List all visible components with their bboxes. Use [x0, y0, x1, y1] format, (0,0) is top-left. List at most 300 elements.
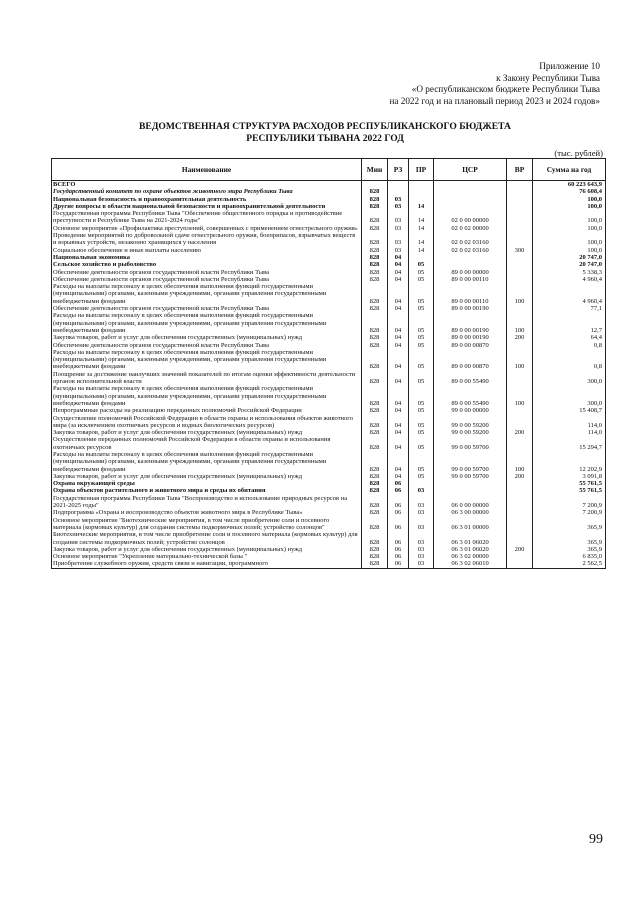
cell-min: 828: [362, 495, 388, 510]
cell-vr: [507, 487, 533, 494]
expenditure-table-container: [51, 158, 605, 569]
cell-csr: 06 3 01 06020: [434, 546, 507, 553]
table-row: [52, 371, 606, 386]
cell-sum: 2 562,5: [533, 560, 606, 568]
cell-vr: [507, 509, 533, 516]
cell-vr: [507, 531, 533, 546]
cell-min: 828: [362, 312, 388, 334]
cell-csr: 06 0 00 00000: [434, 495, 507, 510]
cell-pr: 05: [409, 269, 434, 276]
cell-name: Национальная безопасность и правоохранительная деятельность: [52, 196, 362, 203]
cell-rz: 04: [388, 385, 409, 407]
cell-pr: 05: [409, 371, 434, 386]
cell-vr: [507, 203, 533, 210]
cell-pr: 05: [409, 305, 434, 312]
cell-csr: 89 0 00 00190: [434, 334, 507, 341]
cell-name: Основное мероприятие "Биотехнические мероприятия, в том числе приобретение соли и посевного материала (кормовых культур) для создания системы подкормочных полей; устройство солонцов": [52, 517, 362, 532]
cell-rz: 04: [388, 312, 409, 334]
cell-pr: 03: [409, 553, 434, 560]
cell-sum: 12,7: [533, 312, 606, 334]
cell-name: Расходы на выплаты персоналу в целях обеспечения выполнения функций государственными (муниципальными) органами, казенными учреждениями, органами управления государственными внебюджетными фондами: [52, 312, 362, 334]
cell-csr: [434, 480, 507, 487]
cell-name: Непрограммные расходы на реализацию переданных полномочий Российской Федерации: [52, 407, 362, 414]
cell-rz: 04: [388, 269, 409, 276]
cell-csr: 02 0 00 00000: [434, 210, 507, 225]
cell-name: Расходы на выплаты персоналу в целях обеспечения выполнения функций государственными (муниципальными) органами, казенными учреждениями, органами управления государственными внебюджетными фондами: [52, 385, 362, 407]
cell-sum: 0,8: [533, 349, 606, 371]
table-row: [52, 334, 606, 341]
cell-rz: 04: [388, 276, 409, 283]
page-number: 99: [589, 832, 603, 847]
table-row: [52, 181, 606, 189]
cell-name: Государственная программа Республики Тыва "Воспроизводство и использование природных ресурсов на 2021-2025 годы": [52, 495, 362, 510]
cell-sum: 64,4: [533, 334, 606, 341]
cell-pr: 03: [409, 560, 434, 568]
cell-csr: [434, 254, 507, 261]
table-row: [52, 225, 606, 232]
cell-pr: 05: [409, 349, 434, 371]
cell-sum: 0,8: [533, 342, 606, 349]
cell-name: Осуществление полномочий Российской Федерации в области охраны и использования объектов животного мира (за исключением охотничьих ресурсов и водных биологических ресурсов): [52, 415, 362, 430]
cell-pr: 05: [409, 385, 434, 407]
cell-min: 828: [362, 188, 388, 195]
table-row: [52, 509, 606, 516]
table-row: [52, 312, 606, 334]
cell-rz: 04: [388, 283, 409, 305]
cell-vr: [507, 269, 533, 276]
cell-sum: 15 408,7: [533, 407, 606, 414]
cell-sum: 7 200,9: [533, 509, 606, 516]
cell-min: 828: [362, 349, 388, 371]
cell-name: Закупка товаров, работ и услуг для обеспечения государственных (муниципальных) нужд: [52, 473, 362, 480]
cell-name: Расходы на выплаты персоналу в целях обеспечения выполнения функций государственными (муниципальными) органами, казенными учреждениями, органами управления государственными внебюджетными фондами: [52, 451, 362, 473]
cell-min: 828: [362, 509, 388, 516]
cell-pr: 05: [409, 276, 434, 283]
cell-pr: 05: [409, 407, 434, 414]
cell-pr: 05: [409, 334, 434, 341]
cell-pr: [409, 188, 434, 195]
table-row: [52, 232, 606, 247]
cell-name: Государственная программа Республики Тыва "Обеспечение общественного порядка и противодействие преступности в Республике Тыва на 2021-2024 годы": [52, 210, 362, 225]
cell-min: 828: [362, 560, 388, 568]
cell-pr: 05: [409, 261, 434, 268]
cell-rz: 06: [388, 560, 409, 568]
cell-min: 828: [362, 305, 388, 312]
cell-sum: 76 608,4: [533, 188, 606, 195]
cell-csr: [434, 203, 507, 210]
table-row: [52, 203, 606, 210]
cell-min: 828: [362, 546, 388, 553]
cell-csr: 89 0 00 00110: [434, 276, 507, 283]
document-title: [40, 121, 610, 144]
cell-sum: 4 960,4: [533, 276, 606, 283]
table-row: [52, 349, 606, 371]
cell-min: 828: [362, 261, 388, 268]
table-row: [52, 247, 606, 254]
cell-sum: 100,0: [533, 203, 606, 210]
table-row: [52, 342, 606, 349]
cell-csr: [434, 261, 507, 268]
title-line: ВЕДОМСТВЕННАЯ СТРУКТУРА РАСХОДОВ РЕСПУБЛИКАНСКОГО БЮДЖЕТА: [139, 121, 511, 132]
cell-vr: 100: [507, 349, 533, 371]
cell-pr: 03: [409, 517, 434, 532]
cell-name: Основное мероприятие "Укрепление материально-технической базы ": [52, 553, 362, 560]
cell-min: 828: [362, 407, 388, 414]
cell-vr: [507, 371, 533, 386]
cell-sum: 20 747,0: [533, 254, 606, 261]
cell-vr: 200: [507, 334, 533, 341]
cell-rz: [388, 181, 409, 189]
cell-rz: 03: [388, 210, 409, 225]
cell-rz: 06: [388, 487, 409, 494]
cell-min: 828: [362, 517, 388, 532]
cell-min: 828: [362, 283, 388, 305]
cell-pr: 14: [409, 232, 434, 247]
cell-vr: 100: [507, 312, 533, 334]
cell-csr: 89 0 00 55490: [434, 385, 507, 407]
cell-name: Подпрограмма «Охрана и воспроизводство объектов животного мира в Республике Тыва»: [52, 509, 362, 516]
cell-min: 828: [362, 232, 388, 247]
cell-name: Национальная экономика: [52, 254, 362, 261]
cell-sum: 114,0: [533, 415, 606, 430]
cell-vr: [507, 261, 533, 268]
cell-min: 828: [362, 342, 388, 349]
table-row: [52, 560, 606, 568]
cell-pr: 03: [409, 495, 434, 510]
header-min: Мин: [362, 159, 388, 181]
cell-min: 828: [362, 415, 388, 430]
table-row: [52, 480, 606, 487]
cell-vr: [507, 276, 533, 283]
cell-rz: 06: [388, 509, 409, 516]
appendix-line: к Закону Республики Тыва: [496, 72, 600, 83]
cell-sum: 100,0: [533, 225, 606, 232]
cell-min: 828: [362, 371, 388, 386]
header-csr: ЦСР: [434, 159, 507, 181]
cell-csr: 99 0 00 59200: [434, 415, 507, 430]
cell-sum: 55 761,5: [533, 480, 606, 487]
cell-csr: [434, 196, 507, 203]
cell-rz: 06: [388, 517, 409, 532]
appendix-block: [270, 61, 600, 107]
cell-rz: 04: [388, 415, 409, 430]
expenditure-table: [51, 158, 606, 569]
cell-rz: 04: [388, 436, 409, 451]
cell-min: 828: [362, 247, 388, 254]
cell-sum: 300,0: [533, 385, 606, 407]
cell-rz: [388, 188, 409, 195]
cell-csr: 99 0 00 59200: [434, 429, 507, 436]
cell-rz: 06: [388, 495, 409, 510]
table-row: [52, 385, 606, 407]
cell-vr: 100: [507, 283, 533, 305]
cell-min: 828: [362, 480, 388, 487]
cell-vr: 300: [507, 247, 533, 254]
table-row: [52, 495, 606, 510]
cell-name: Расходы на выплаты персоналу в целях обеспечения выполнения функций государственными (муниципальными) органами, казенными учреждениями, органами управления государственными внебюджетными фондами: [52, 349, 362, 371]
cell-csr: 89 0 00 00110: [434, 283, 507, 305]
cell-min: 828: [362, 385, 388, 407]
cell-min: [362, 181, 388, 189]
cell-csr: 89 0 00 55490: [434, 371, 507, 386]
cell-min: 828: [362, 269, 388, 276]
cell-min: 828: [362, 531, 388, 546]
cell-name: Биотехнические мероприятия, в том числе приобретение соли и посевного материала (кормовых культур) для создания системы подкормочных полей; устройство солонцов: [52, 531, 362, 546]
cell-vr: [507, 436, 533, 451]
cell-min: 828: [362, 196, 388, 203]
cell-name: Обеспечение деятельности органов государственной власти Республики Тыва: [52, 305, 362, 312]
cell-rz: 06: [388, 553, 409, 560]
cell-pr: 03: [409, 546, 434, 553]
cell-rz: 04: [388, 407, 409, 414]
cell-pr: 03: [409, 531, 434, 546]
cell-rz: 04: [388, 261, 409, 268]
table-row: [52, 451, 606, 473]
cell-min: 828: [362, 473, 388, 480]
cell-csr: 06 3 01 00000: [434, 517, 507, 532]
cell-vr: [507, 210, 533, 225]
table-row: [52, 261, 606, 268]
cell-sum: 55 761,5: [533, 487, 606, 494]
cell-pr: 03: [409, 509, 434, 516]
table-body: [52, 181, 606, 569]
cell-pr: 05: [409, 473, 434, 480]
cell-rz: 03: [388, 225, 409, 232]
cell-rz: 04: [388, 305, 409, 312]
cell-sum: 6 835,0: [533, 553, 606, 560]
cell-rz: 03: [388, 232, 409, 247]
table-row: [52, 553, 606, 560]
cell-sum: 100,0: [533, 196, 606, 203]
cell-pr: 05: [409, 342, 434, 349]
cell-vr: [507, 480, 533, 487]
cell-name: Поощрение за достижение наилучших значений показателей по итогам оценки эффективности деятельности органов исполнительной власти: [52, 371, 362, 386]
cell-name: Другие вопросы в области национальной безопасности и правоохранительной деятельности: [52, 203, 362, 210]
cell-sum: 20 747,0: [533, 261, 606, 268]
cell-min: 828: [362, 203, 388, 210]
cell-csr: [434, 487, 507, 494]
table-row: [52, 429, 606, 436]
header-name: Наименование: [52, 159, 362, 181]
cell-vr: [507, 181, 533, 189]
cell-csr: 06 3 02 00000: [434, 553, 507, 560]
cell-name: Охрана объектов растительного и животного мира и среды их обитания: [52, 487, 362, 494]
cell-vr: [507, 196, 533, 203]
table-row: [52, 407, 606, 414]
cell-rz: 06: [388, 546, 409, 553]
cell-pr: 14: [409, 225, 434, 232]
table-row: [52, 283, 606, 305]
cell-sum: 77,1: [533, 305, 606, 312]
cell-min: 828: [362, 451, 388, 473]
cell-vr: 200: [507, 546, 533, 553]
cell-vr: [507, 305, 533, 312]
cell-csr: 06 3 02 06010: [434, 560, 507, 568]
cell-rz: 04: [388, 334, 409, 341]
cell-csr: 99 0 00 59700: [434, 473, 507, 480]
appendix-line: Приложение 10: [539, 61, 600, 71]
cell-vr: 100: [507, 451, 533, 473]
cell-csr: 06 3 00 00000: [434, 509, 507, 516]
cell-sum: 114,0: [533, 429, 606, 436]
table-row: [52, 546, 606, 553]
cell-rz: 03: [388, 196, 409, 203]
table-header-row: [52, 159, 606, 181]
cell-csr: [434, 188, 507, 195]
cell-name: Охрана окружающей среды: [52, 480, 362, 487]
cell-sum: 365,9: [533, 531, 606, 546]
title-line: РЕСПУБЛИКИ ТЫВАНА 2022 ГОД: [246, 132, 404, 144]
table-row: [52, 436, 606, 451]
cell-min: 828: [362, 487, 388, 494]
cell-rz: 04: [388, 473, 409, 480]
header-pr: ПР: [409, 159, 434, 181]
unit-label: (тыс. рублей): [554, 148, 603, 158]
cell-vr: [507, 342, 533, 349]
header-vr: ВР: [507, 159, 533, 181]
cell-sum: 100,0: [533, 232, 606, 247]
cell-vr: 200: [507, 429, 533, 436]
cell-pr: [409, 196, 434, 203]
cell-name: Основное мероприятие «Профилактика преступлений, совершенных с применением огнестрельного оружия»: [52, 225, 362, 232]
cell-name: Расходы на выплаты персоналу в целях обеспечения выполнения функций государственными (муниципальными) органами, казенными учреждениями, органами управления государственными внебюджетными фондами: [52, 283, 362, 305]
cell-sum: 60 223 643,9: [533, 181, 606, 189]
cell-name: Сельское хозяйство и рыболовство: [52, 261, 362, 268]
cell-name: Государственный комитет по охране объектов животного мира Республики Тыва: [52, 188, 362, 195]
table-row: [52, 517, 606, 532]
table-row: [52, 305, 606, 312]
cell-pr: 05: [409, 451, 434, 473]
cell-rz: 06: [388, 480, 409, 487]
cell-name: Осуществление переданных полномочий Российской Федерации в области охраны и использования охотничьих ресурсов: [52, 436, 362, 451]
cell-sum: 300,0: [533, 371, 606, 386]
cell-sum: 100,0: [533, 210, 606, 225]
cell-sum: 7 200,9: [533, 495, 606, 510]
cell-csr: [434, 181, 507, 189]
cell-pr: [409, 254, 434, 261]
cell-min: 828: [362, 429, 388, 436]
cell-vr: [507, 553, 533, 560]
cell-rz: 06: [388, 531, 409, 546]
appendix-line: «О республиканском бюджете Республики Тыва: [411, 84, 600, 95]
cell-vr: [507, 407, 533, 414]
cell-pr: 03: [409, 487, 434, 494]
cell-name: Обеспечение деятельности органов государственной власти Республики Тыва: [52, 342, 362, 349]
cell-vr: 200: [507, 473, 533, 480]
cell-csr: 89 0 00 00870: [434, 342, 507, 349]
cell-vr: [507, 517, 533, 532]
cell-sum: 100,0: [533, 247, 606, 254]
cell-min: 828: [362, 225, 388, 232]
cell-csr: 02 0 02 03160: [434, 247, 507, 254]
cell-rz: 04: [388, 429, 409, 436]
cell-rz: 04: [388, 349, 409, 371]
cell-min: 828: [362, 436, 388, 451]
cell-pr: [409, 181, 434, 189]
cell-csr: 06 3 01 06020: [434, 531, 507, 546]
cell-vr: [507, 254, 533, 261]
cell-sum: 3 091,8: [533, 473, 606, 480]
cell-pr: 05: [409, 415, 434, 430]
cell-rz: 03: [388, 247, 409, 254]
cell-name: Проведение мероприятий по добровольной сдаче огнестрельного оружия, боеприпасов, взрывчатых веществ и взрывных устройств, незаконно хранящихся у населения: [52, 232, 362, 247]
cell-name: Закупка товаров, работ и услуг для обеспечения государственных (муниципальных) нужд: [52, 546, 362, 553]
cell-csr: 02 0 02 03160: [434, 232, 507, 247]
cell-csr: 99 0 00 59700: [434, 451, 507, 473]
cell-pr: 14: [409, 210, 434, 225]
cell-vr: [507, 495, 533, 510]
cell-pr: 05: [409, 283, 434, 305]
table-row: [52, 269, 606, 276]
cell-name: Обеспечение деятельности органов государственной власти Республики Тыва: [52, 276, 362, 283]
cell-name: Закупка товаров, работ и услуг для обеспечения государственных (муниципальных) нужд: [52, 334, 362, 341]
table-row: [52, 473, 606, 480]
cell-name: Закупка товаров, работ и услуг для обеспечения государственных (муниципальных) нужд: [52, 429, 362, 436]
cell-rz: 04: [388, 451, 409, 473]
cell-min: 828: [362, 276, 388, 283]
cell-sum: 5 338,3: [533, 269, 606, 276]
cell-sum: 15 294,7: [533, 436, 606, 451]
cell-vr: [507, 225, 533, 232]
cell-name: ВСЕГО: [52, 181, 362, 189]
table-row: [52, 254, 606, 261]
cell-rz: 03: [388, 203, 409, 210]
cell-name: Социальное обеспечение и иные выплаты населению: [52, 247, 362, 254]
table-row: [52, 531, 606, 546]
cell-rz: 04: [388, 342, 409, 349]
cell-csr: 99 0 00 00000: [434, 407, 507, 414]
cell-pr: 05: [409, 429, 434, 436]
cell-csr: 89 0 00 00000: [434, 269, 507, 276]
cell-min: 828: [362, 334, 388, 341]
cell-min: 828: [362, 254, 388, 261]
cell-vr: [507, 188, 533, 195]
cell-csr: 99 0 00 59700: [434, 436, 507, 451]
cell-pr: 05: [409, 312, 434, 334]
table-row: [52, 415, 606, 430]
table-row: [52, 188, 606, 195]
cell-pr: 05: [409, 436, 434, 451]
cell-vr: [507, 560, 533, 568]
cell-sum: 365,9: [533, 517, 606, 532]
cell-name: Приобретение служебного оружия, средств связи и навигации, программного: [52, 560, 362, 568]
table-row: [52, 487, 606, 494]
table-row: [52, 276, 606, 283]
cell-csr: 89 0 00 00190: [434, 305, 507, 312]
cell-csr: 89 0 00 00870: [434, 349, 507, 371]
header-rz: РЗ: [388, 159, 409, 181]
appendix-line: на 2022 год и на плановый период 2023 и 2024 годов»: [389, 95, 600, 106]
cell-sum: 365,9: [533, 546, 606, 553]
cell-pr: [409, 480, 434, 487]
cell-rz: 04: [388, 254, 409, 261]
cell-vr: 100: [507, 385, 533, 407]
cell-csr: 89 0 00 00190: [434, 312, 507, 334]
cell-sum: 12 202,9: [533, 451, 606, 473]
cell-name: Обеспечение деятельности органов государственной власти Республики Тыва: [52, 269, 362, 276]
header-sum: Сумма на год: [533, 159, 606, 181]
cell-min: 828: [362, 210, 388, 225]
cell-rz: 04: [388, 371, 409, 386]
cell-sum: 4 960,4: [533, 283, 606, 305]
table-row: [52, 210, 606, 225]
cell-vr: [507, 232, 533, 247]
cell-min: 828: [362, 553, 388, 560]
cell-pr: 14: [409, 203, 434, 210]
cell-vr: [507, 415, 533, 430]
table-row: [52, 196, 606, 203]
cell-pr: 14: [409, 247, 434, 254]
